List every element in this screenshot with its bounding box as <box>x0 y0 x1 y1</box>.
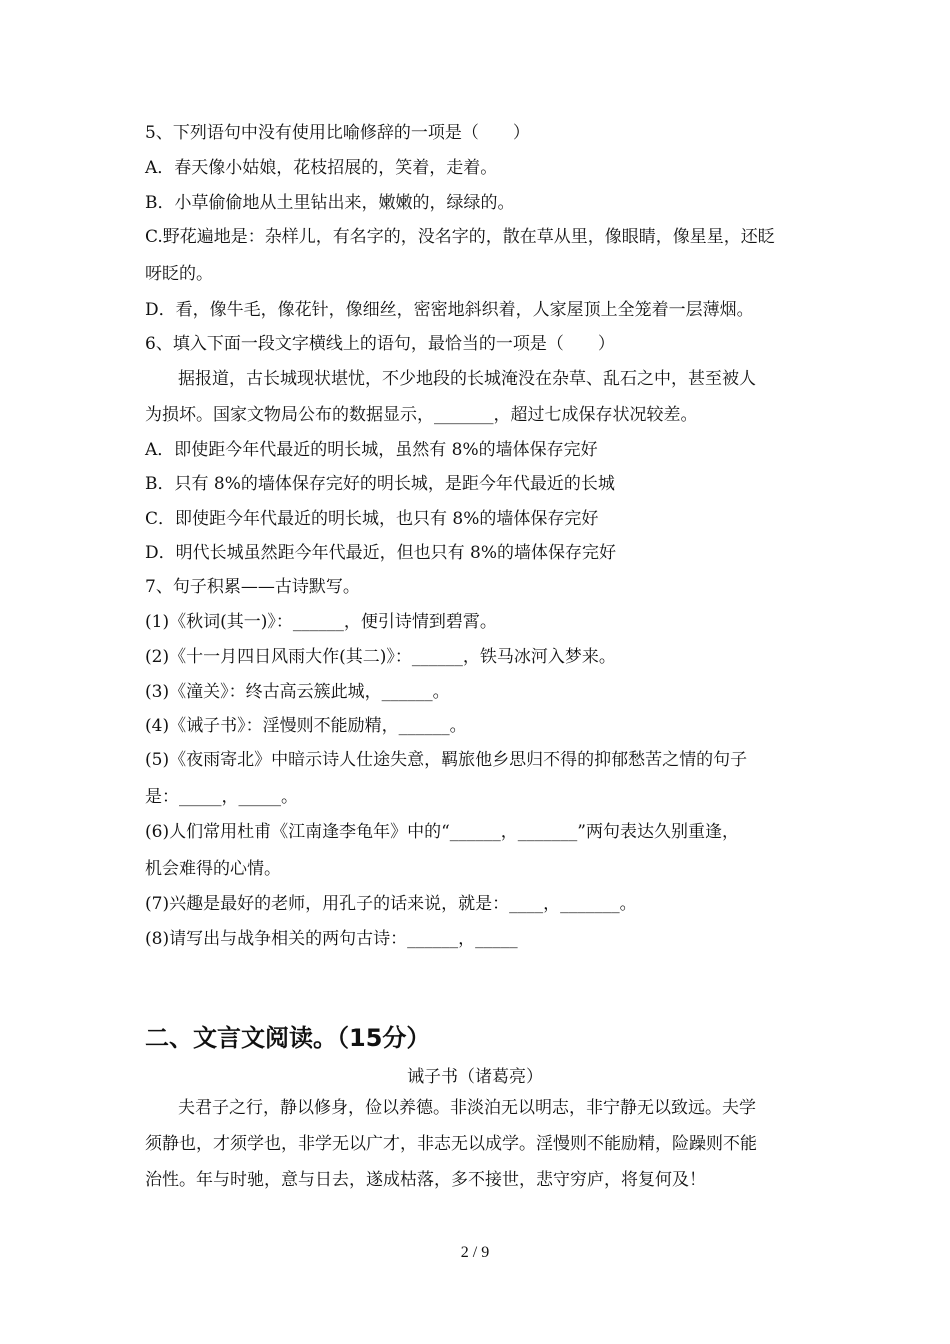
q6-option-d: D．明代长城虽然距今年代最近，但也只有 8%的墙体保存完好 <box>145 543 617 563</box>
q7-item-4: (4)《诫子书》：淫慢则不能励精，______。 <box>145 716 467 736</box>
q7-stem: 7、句子积累——古诗默写。 <box>145 577 360 597</box>
passage-line-2: 须静也，才须学也，非学无以广才，非志无以成学。淫慢则不能励精，险躁则不能 <box>145 1134 757 1154</box>
q7-item-5-line1: (5)《夜雨寄北》中暗示诗人仕途失意，羁旅他乡思归不得的抑郁愁苦之情的句子 <box>145 750 748 770</box>
page-number: 2 / 9 <box>460 1244 490 1261</box>
q7-item-6-line1: (6)人们常用杜甫《江南逢李龟年》中的“______，_______”两句表达久别重逢， <box>145 822 739 842</box>
q6-option-c: C．即使距今年代最近的明长城，也只有 8%的墙体保存完好 <box>145 509 599 529</box>
q7-item-3: (3)《潼关》：终古高云簇此城，______。 <box>145 682 450 702</box>
q5-option-c-line2: 呀眨的。 <box>145 264 213 284</box>
q7-item-8: (8)请写出与战争相关的两句古诗：______，_____ <box>145 929 518 949</box>
passage-line-1: 夫君子之行，静以修身，俭以养德。非淡泊无以明志，非宁静无以致远。夫学 <box>178 1098 756 1118</box>
q7-item-5-line2: 是：_____，_____。 <box>145 787 298 807</box>
q7-item-1: (1)《秋词(其一)》：______，便引诗情到碧霄。 <box>145 612 497 632</box>
q7-item-7: (7)兴趣是最好的老师，用孔子的话来说，就是：____，_______。 <box>145 894 637 914</box>
q5-option-d: D．看，像牛毛，像花针，像细丝，密密地斜织着，人家屋顶上全笼着一层薄烟。 <box>145 300 754 320</box>
q7-item-6-line2: 机会难得的心情。 <box>145 859 281 879</box>
section-heading: 二、文言文阅读。（15分） <box>145 1024 431 1052</box>
passage-title: 诫子书（诸葛亮） <box>407 1067 543 1087</box>
q6-stem: 6、填入下面一段文字横线上的语句，最恰当的一项是（ ） <box>145 334 615 354</box>
q5-option-a: A．春天像小姑娘，花枝招展的，笑着，走着。 <box>145 158 498 178</box>
q5-option-c-line1: C.野花遍地是：杂样儿，有名字的，没名字的，散在草从里，像眼睛，像星星，还眨 <box>145 227 775 247</box>
q6-option-a: A．即使距今年代最近的明长城，虽然有 8%的墙体保存完好 <box>145 440 598 460</box>
q5-stem: 5、下列语句中没有使用比喻修辞的一项是（ ） <box>145 123 530 143</box>
q6-passage-line1: 据报道，古长城现状堪忧，不少地段的长城淹没在杂草、乱石之中，甚至被人 <box>178 369 756 389</box>
q6-passage-line2: 为损坏。国家文物局公布的数据显示，_______，超过七成保存状况较差。 <box>145 405 698 425</box>
passage-line-3: 治性。年与时驰，意与日去，遂成枯落，多不接世，悲守穷庐，将复何及！ <box>145 1170 706 1190</box>
q6-option-b: B．只有 8%的墙体保存完好的明长城，是距今年代最近的长城 <box>145 474 615 494</box>
q7-item-2: (2)《十一月四日风雨大作(其二)》：______，铁马冰河入梦来。 <box>145 647 616 667</box>
q5-option-b: B．小草偷偷地从土里钻出来，嫩嫩的，绿绿的。 <box>145 193 515 213</box>
